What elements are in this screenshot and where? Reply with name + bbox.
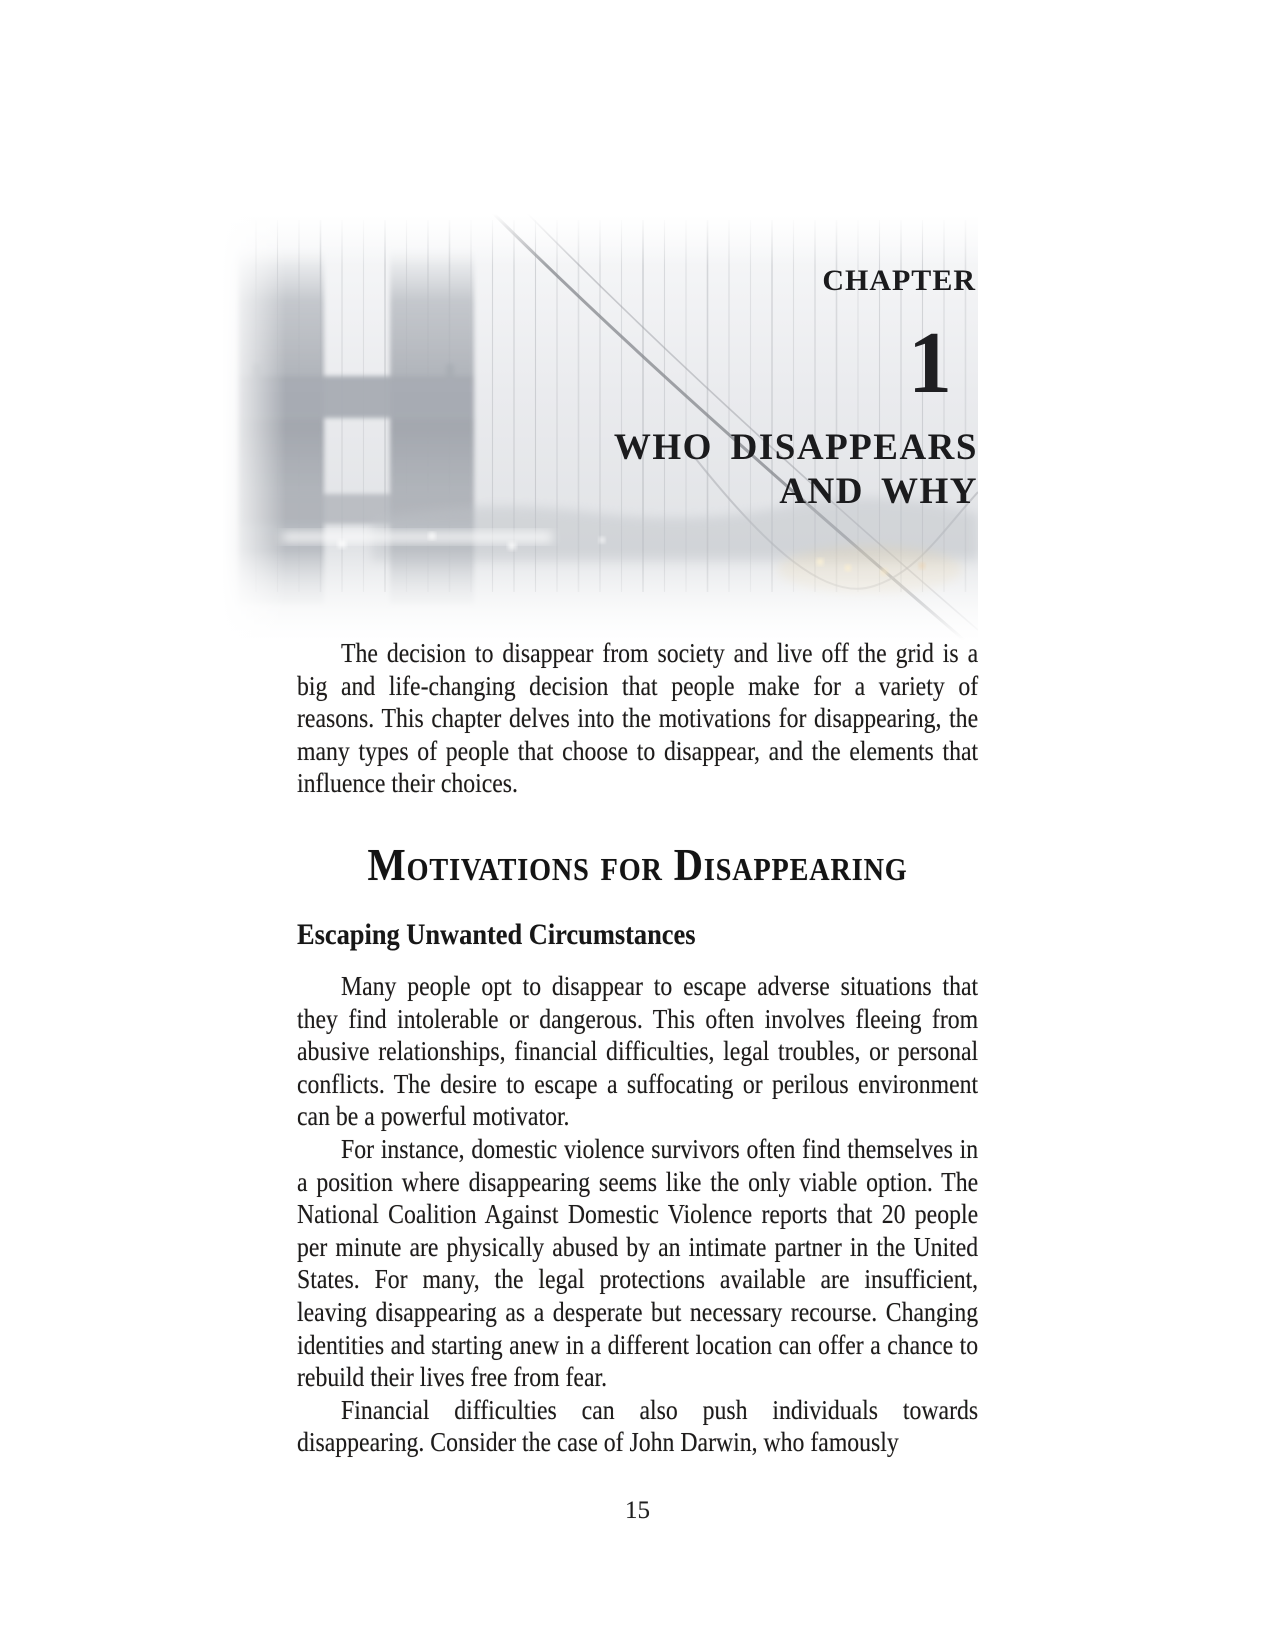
chapter-header <box>222 214 978 640</box>
bottom-fade <box>222 550 978 640</box>
intro-paragraph: The decision to disappear from society and live off the grid is a big and life-changing decision that people make for a variety of reasons. This chapter delves into the motivations for disappearing, the many types of people that choose to disappear, and the elements that influence their choices. <box>297 638 979 799</box>
section-heading: Motivations for Disappearing <box>367 838 908 890</box>
page-body <box>297 637 978 1459</box>
chapter-title-line2: AND WHY <box>779 471 978 512</box>
chapter-number: 1 <box>908 315 952 412</box>
left-fade <box>222 214 286 640</box>
chapter-title <box>614 426 978 514</box>
body-paragraph: Many people opt to disappear to escape adverse situations that they find intolerable or dangerous. This often involves fleeing from abusive relationships, financial difficulties, legal troubles, or personal conflicts. The desire to escape a suffocating or perilous environment can be a powerful motivator. <box>297 970 979 1132</box>
subsection-heading: Escaping Unwanted Circumstances <box>297 917 696 951</box>
page-number: 15 <box>625 1497 650 1524</box>
top-fade <box>222 214 978 266</box>
body-paragraph: For instance, domestic violence survivors often find themselves in a position where disappearing seems like the only viable option. The National Coalition Against Domestic Violence reports that 20 people per minute are physically abused by an intimate partner in the United States. For many, the legal protections available are insufficient, leaving disappearing as a desperate but necessary recourse. Changing identities and starting anew in a different location can offer a chance to rebuild their lives free from fear. <box>297 1133 979 1393</box>
body-paragraph: Financial difficulties can also push individuals towards disappearing. Consider the case of John Darwin, who famously <box>297 1394 979 1458</box>
chapter-label: CHAPTER <box>822 264 976 297</box>
chapter-title-line1: WHO DISAPPEARS <box>613 427 978 468</box>
